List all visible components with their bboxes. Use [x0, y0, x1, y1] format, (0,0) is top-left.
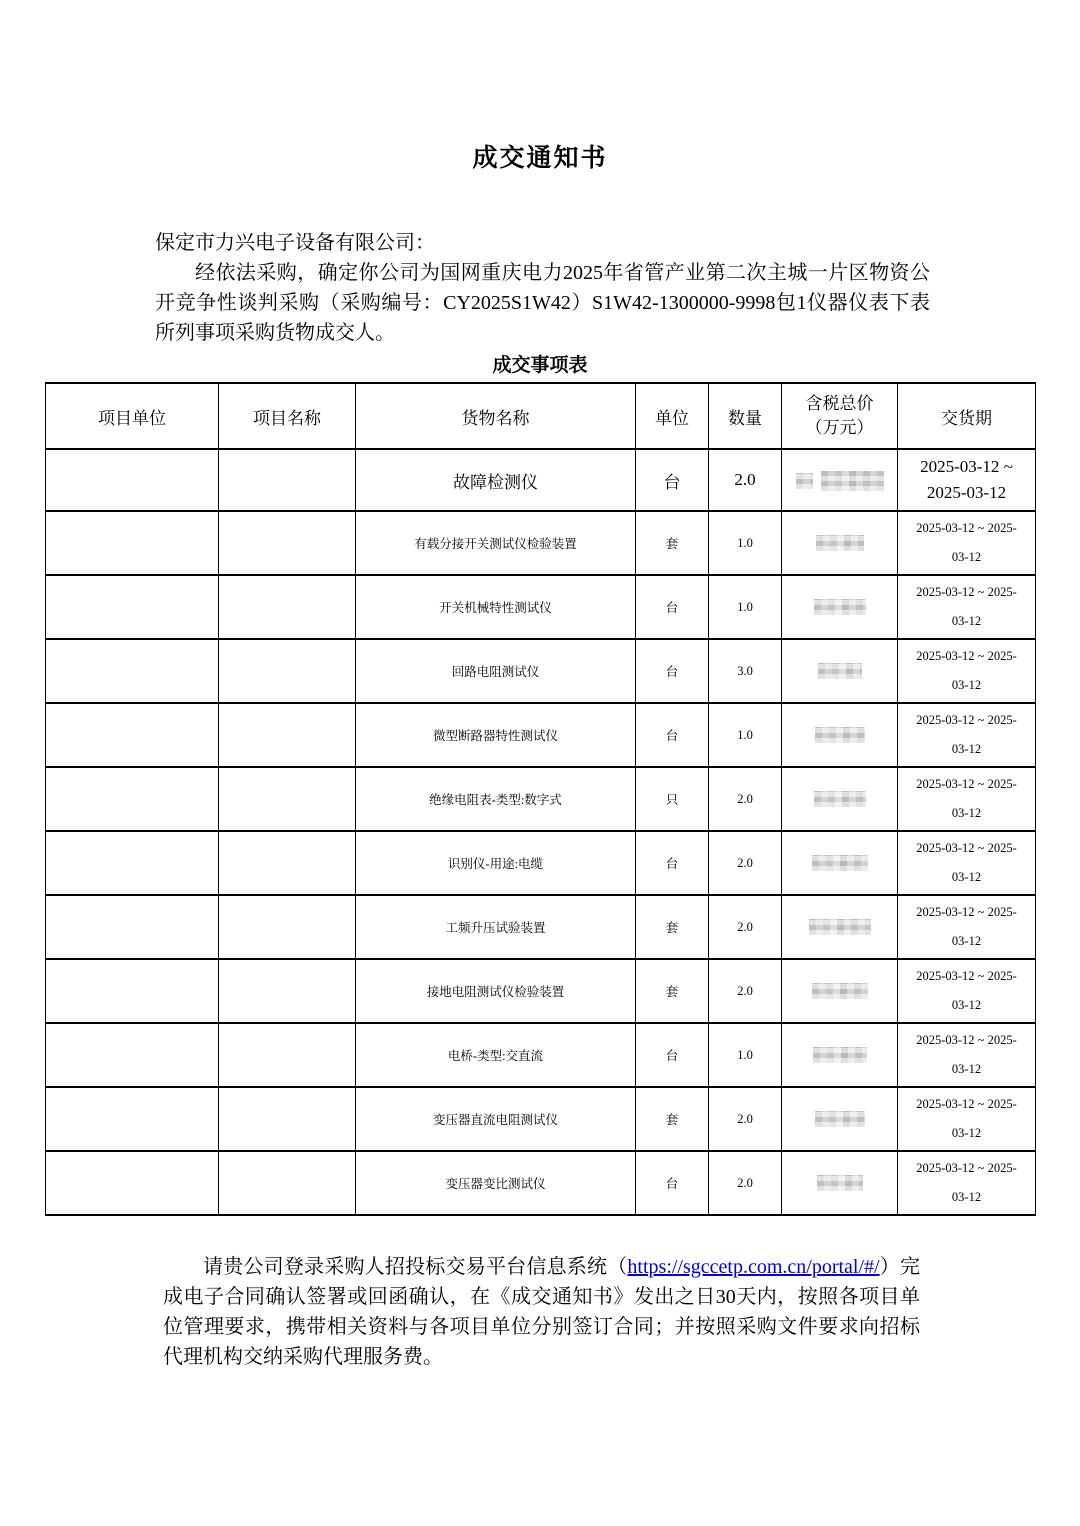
- cell-price: [782, 895, 898, 959]
- cell-price: [782, 511, 898, 575]
- cell-unit: 只: [636, 767, 709, 831]
- table-row: [46, 831, 1036, 895]
- cell-price: [782, 767, 898, 831]
- cell-unit: 套: [636, 895, 709, 959]
- cell-project-unit: [46, 1023, 219, 1087]
- cell-unit: 台: [636, 639, 709, 703]
- header-total-price-line2: （万元）: [805, 418, 874, 437]
- cell-quantity: 2.0: [709, 831, 782, 895]
- cell-unit: 台: [636, 575, 709, 639]
- cell-goods-name: 微型断路器特性测试仪: [356, 703, 636, 767]
- header-total-price: [782, 383, 898, 449]
- table-row: [46, 1087, 1036, 1151]
- header-unit: 单位: [636, 383, 709, 449]
- censored-price-block: [818, 663, 862, 679]
- cell-project-name: [219, 575, 356, 639]
- cell-price: [782, 1087, 898, 1151]
- cell-delivery: 2025-03-12 ~ 2025- 03-12: [898, 511, 1036, 575]
- cell-project-name: [219, 895, 356, 959]
- header-project-unit: 项目单位: [46, 383, 219, 449]
- cell-delivery: 2025-03-12 ~ 2025- 03-12: [898, 959, 1036, 1023]
- cell-project-name: [219, 831, 356, 895]
- cell-quantity: 1.0: [709, 703, 782, 767]
- closing-pre-link: 请贵公司登录采购人招投标交易平台信息系统（: [203, 1256, 628, 1278]
- cell-project-unit: [46, 831, 219, 895]
- cell-project-name: [219, 703, 356, 767]
- cell-project-name: [219, 767, 356, 831]
- cell-goods-name: 回路电阻测试仪: [356, 639, 636, 703]
- cell-goods-name: 识别仪-用途:电缆: [356, 831, 636, 895]
- cell-price: [782, 575, 898, 639]
- cell-goods-name: 绝缘电阻表-类型:数字式: [356, 767, 636, 831]
- cell-delivery: 2025-03-12 ~ 2025- 03-12: [898, 575, 1036, 639]
- closing-post-link: ）完成电子合同确认签署或回函确认，在《成交通知书》发出之日30天内，按照各项目单位管理要求，携带相关资料与各项目单位分别签订合同；并按照采购文件要求向招标代理机构交纳采购代理服务费。: [163, 1256, 921, 1368]
- table-row: [46, 767, 1036, 831]
- table-header-row: [46, 383, 1036, 449]
- closing-paragraph: [163, 1252, 920, 1372]
- cell-goods-name: 变压器变比测试仪: [356, 1151, 636, 1215]
- cell-delivery: 2025-03-12 ~ 2025- 03-12: [898, 831, 1036, 895]
- censored-price-block: [796, 473, 813, 489]
- cell-project-unit: [46, 959, 219, 1023]
- cell-quantity: 1.0: [709, 511, 782, 575]
- cell-goods-name: 开关机械特性测试仪: [356, 575, 636, 639]
- censored-price-block: [816, 535, 864, 551]
- header-total-price-line1: 含税总价: [805, 394, 874, 413]
- table-row: [46, 1023, 1036, 1087]
- cell-delivery: 2025-03-12 ~ 2025- 03-12: [898, 1151, 1036, 1215]
- header-delivery: 交货期: [898, 383, 1036, 449]
- cell-project-name: [219, 1023, 356, 1087]
- intro-paragraph: 经依法采购，确定你公司为国网重庆电力2025年省管产业第二次主城一片区物资公开竞争性谈判采购（采购编号：CY2025S1W42）S1W42-1300000-9998包1仪器仪表下表所列事项采购货物成交人。: [155, 262, 930, 344]
- cell-project-unit: [46, 895, 219, 959]
- table-row: [46, 895, 1036, 959]
- cell-delivery: 2025-03-12 ~ 2025-03-12: [898, 449, 1036, 511]
- deal-items-table: [45, 382, 1036, 1216]
- cell-quantity: 2.0: [709, 959, 782, 1023]
- cell-project-unit: [46, 767, 219, 831]
- table-row: [46, 959, 1036, 1023]
- cell-quantity: 1.0: [709, 1023, 782, 1087]
- censored-price-block: [815, 727, 865, 743]
- cell-unit: 台: [636, 703, 709, 767]
- cell-unit: 台: [636, 1023, 709, 1087]
- cell-delivery: 2025-03-12 ~ 2025- 03-12: [898, 639, 1036, 703]
- table-caption: 成交事项表: [492, 355, 588, 376]
- table-row: [46, 511, 1036, 575]
- cell-project-unit: [46, 511, 219, 575]
- cell-delivery: 2025-03-12 ~ 2025- 03-12: [898, 895, 1036, 959]
- cell-quantity: 1.0: [709, 575, 782, 639]
- cell-delivery: 2025-03-12 ~ 2025- 03-12: [898, 1023, 1036, 1087]
- cell-price: [782, 639, 898, 703]
- cell-price: [782, 1023, 898, 1087]
- cell-price: [782, 831, 898, 895]
- censored-price-block: [812, 983, 868, 999]
- censored-price-block: [817, 1175, 863, 1191]
- body-text-block: [155, 228, 930, 348]
- header-quantity: 数量: [709, 383, 782, 449]
- cell-project-name: [219, 449, 356, 511]
- cell-project-name: [219, 1151, 356, 1215]
- portal-link[interactable]: https://sgccetp.com.cn/portal/#/: [627, 1256, 880, 1278]
- censored-price-block: [815, 1111, 865, 1127]
- cell-project-name: [219, 1087, 356, 1151]
- cell-goods-name: 有载分接开关测试仪检验装置: [356, 511, 636, 575]
- footer-text-block: [163, 1252, 920, 1372]
- censored-price-block: [812, 855, 868, 871]
- censored-price-block: [813, 1047, 867, 1063]
- cell-price: [782, 703, 898, 767]
- cell-price: [782, 449, 898, 511]
- cell-goods-name: 工频升压试验装置: [356, 895, 636, 959]
- cell-quantity: 2.0: [709, 895, 782, 959]
- cell-project-unit: [46, 575, 219, 639]
- table-row: [46, 1151, 1036, 1215]
- cell-project-name: [219, 639, 356, 703]
- header-goods-name: 货物名称: [356, 383, 636, 449]
- cell-delivery: 2025-03-12 ~ 2025- 03-12: [898, 1087, 1036, 1151]
- cell-unit: 套: [636, 959, 709, 1023]
- recipient-line: 保定市力兴电子设备有限公司：: [155, 232, 435, 254]
- cell-unit: 套: [636, 1087, 709, 1151]
- cell-project-unit: [46, 449, 219, 511]
- cell-quantity: 3.0: [709, 639, 782, 703]
- document-title: 成交通知书: [472, 145, 608, 172]
- cell-unit: 台: [636, 449, 709, 511]
- cell-project-unit: [46, 1151, 219, 1215]
- cell-quantity: 2.0: [709, 449, 782, 511]
- censored-price-block: [814, 791, 866, 807]
- cell-goods-name: 变压器直流电阻测试仪: [356, 1087, 636, 1151]
- censored-price-block: [809, 919, 871, 935]
- cell-project-name: [219, 511, 356, 575]
- cell-project-unit: [46, 1087, 219, 1151]
- cell-quantity: 2.0: [709, 1087, 782, 1151]
- cell-goods-name: 接地电阻测试仪检验装置: [356, 959, 636, 1023]
- cell-quantity: 2.0: [709, 1151, 782, 1215]
- censored-price-block: [814, 599, 866, 615]
- censored-price-block: [821, 471, 884, 491]
- table-row: [46, 449, 1036, 511]
- cell-delivery: 2025-03-12 ~ 2025- 03-12: [898, 703, 1036, 767]
- cell-unit: 台: [636, 1151, 709, 1215]
- cell-quantity: 2.0: [709, 767, 782, 831]
- cell-project-unit: [46, 703, 219, 767]
- header-project-name: 项目名称: [219, 383, 356, 449]
- cell-project-unit: [46, 639, 219, 703]
- cell-delivery: 2025-03-12 ~ 2025- 03-12: [898, 767, 1036, 831]
- cell-project-name: [219, 959, 356, 1023]
- cell-goods-name: 电桥-类型:交直流: [356, 1023, 636, 1087]
- cell-unit: 套: [636, 511, 709, 575]
- cell-price: [782, 1151, 898, 1215]
- table-row: [46, 575, 1036, 639]
- table-row: [46, 639, 1036, 703]
- cell-unit: 台: [636, 831, 709, 895]
- table-row: [46, 703, 1036, 767]
- cell-price: [782, 959, 898, 1023]
- cell-goods-name: 故障检测仪: [356, 449, 636, 511]
